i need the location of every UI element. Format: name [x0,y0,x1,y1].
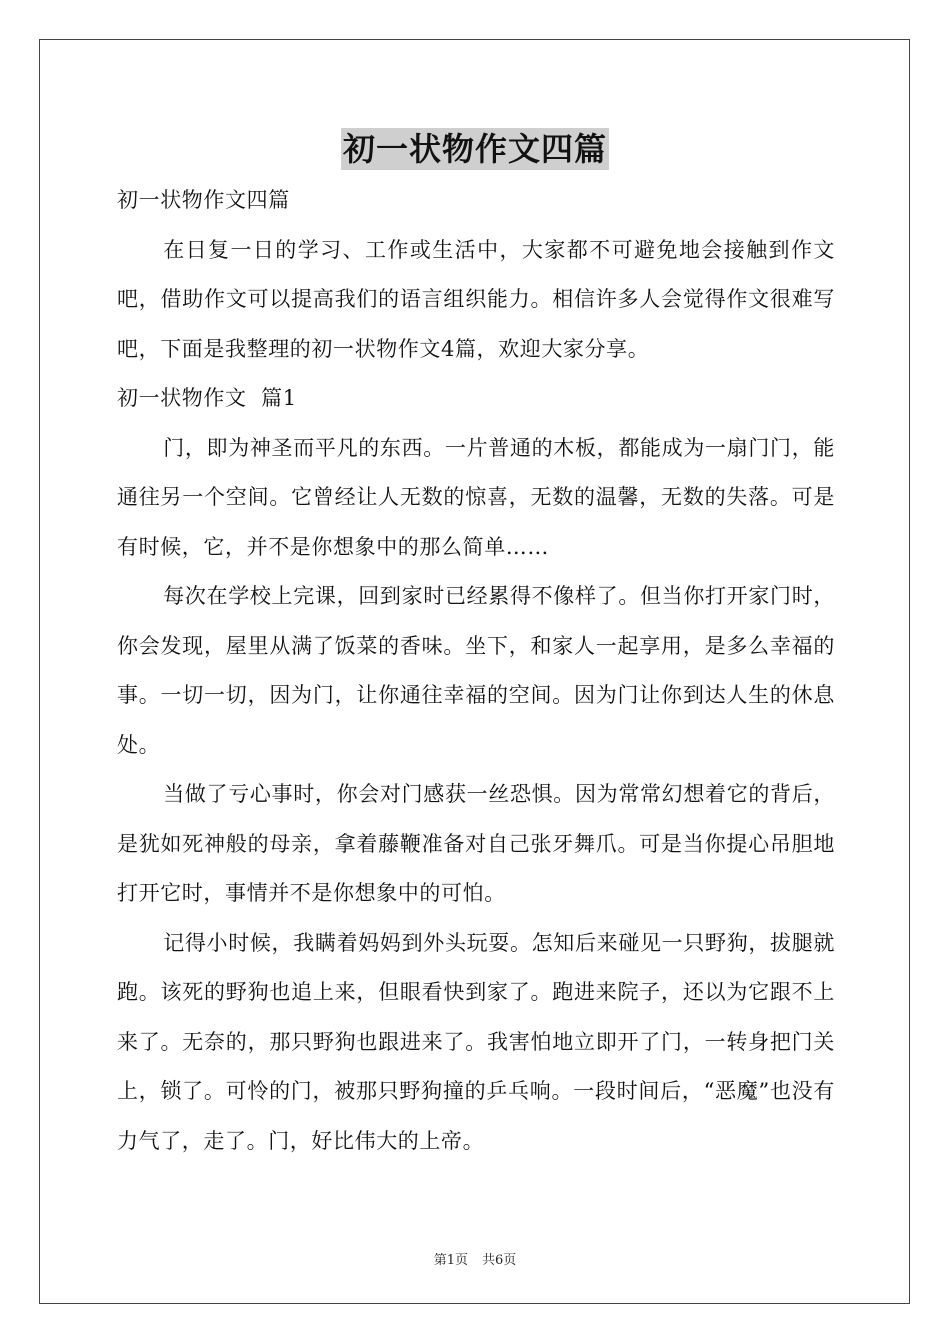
intro-heading: 初一状物作文四篇 [117,188,290,212]
intro-paragraph: 在日复一日的学习、工作或生活中，大家都不可避免地会接触到作文吧，借助作文可以提高我们的语言组织能力。相信许多人会觉得作文很难写吧，下面是我整理的初一状物作文4篇，欢迎大家分享。 [117,237,835,361]
page-footer [0,1249,950,1268]
document-title: 初一状物作文四篇 [342,130,607,168]
document-body [117,176,835,1166]
paragraph-3: 当做了亏心事时，你会对门感获一丝恐惧。因为常常幻想着它的背后，是犹如死神般的母亲，拿着藤鞭准备对自己张牙舞爪。可是当你提心吊胆地打开它时，事情并不是你想象中的可怕。 [117,782,835,905]
paragraph-1: 门，即为神圣而平凡的东西。一片普通的木板，都能成为一扇门门，能通往另一个空间。它曾经让人无数的惊喜，无数的温馨，无数的失落。可是有时候，它，并不是你想象中的那么简单…… [117,435,835,559]
title-container [0,128,950,170]
page-number: 第1页 [433,1253,468,1268]
page-total: 共6页 [482,1253,517,1268]
paragraph-4: 记得小时候，我瞒着妈妈到外头玩耍。怎知后来碰见一只野狗，拔腿就跑。该死的野狗也追上来，但眼看快到家了。跑进来院子，还以为它跟不上来了。无奈的，那只野狗也跟进来了。我害怕地立即开了门，一转身把门关上，锁了。可怜的门，被那只野狗撞的乒乓响。一段时间后，“恶魔”也没有力气了，走了。门，好比伟大的上帝。 [117,930,835,1153]
paragraph-2: 每次在学校上完课，回到家时已经累得不像样了。但当你打开家门时，你会发现，屋里从满了饭菜的香味。坐下，和家人一起享用，是多么幸福的事。一切一切，因为门，让你通往幸福的空间。因为门让你到达人生的休息处。 [117,584,835,757]
section-heading-1: 初一状物作文 篇1 [117,386,297,410]
